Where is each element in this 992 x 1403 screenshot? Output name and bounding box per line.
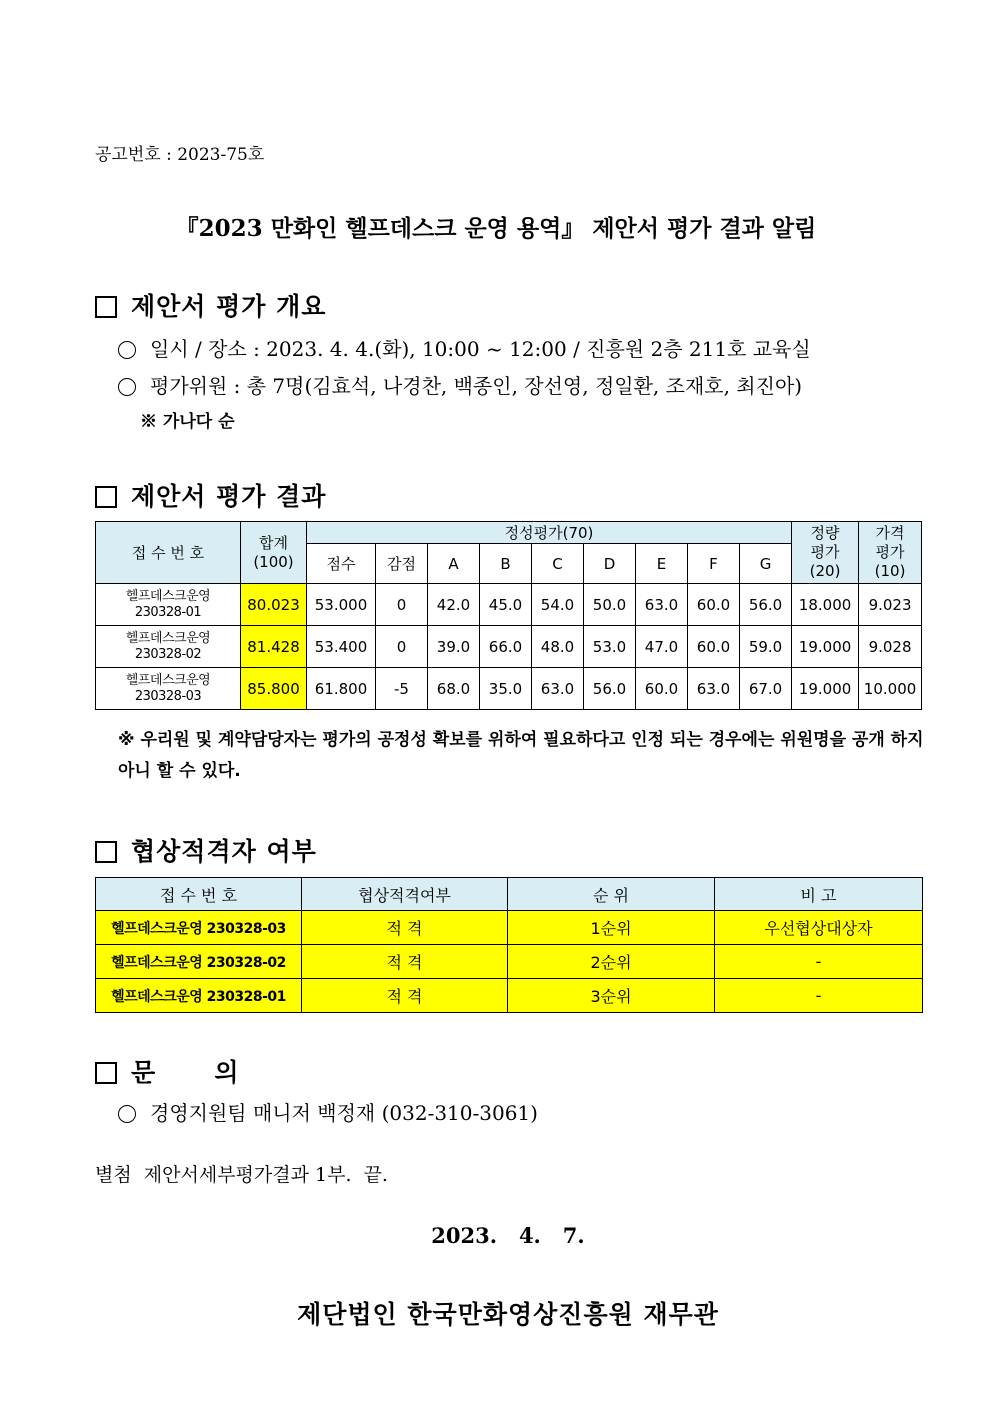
row-remarks: -	[715, 979, 923, 1013]
row-criterion: 45.0	[480, 584, 532, 626]
section-heading-text: 제안서 평가 결과	[131, 482, 327, 511]
row-criterion: 47.0	[636, 626, 688, 668]
row-price: 9.028	[859, 626, 922, 668]
overview-item-schedule	[118, 333, 811, 362]
circle-bullet-icon	[118, 1105, 136, 1123]
overview-item-text: 평가위원 : 총 7명(김효석, 나경찬, 백종인, 장선영, 정일환, 조재호, 최진아)	[150, 374, 803, 398]
table-row	[96, 979, 923, 1013]
row-id: 헬프데스크운영 230328-02	[96, 626, 241, 668]
row-id: 헬프데스크운영 230328-03	[96, 911, 302, 945]
circle-bullet-icon	[118, 341, 136, 359]
inquiry-contact-text: 경영지원팀 매니저 백정재 (032-310-3061)	[150, 1101, 538, 1125]
row-rank: 3순위	[508, 979, 715, 1013]
row-eligibility: 적 격	[302, 979, 508, 1013]
row-criterion: 42.0	[428, 584, 480, 626]
row-eligibility: 적 격	[302, 945, 508, 979]
row-criterion: 66.0	[480, 626, 532, 668]
header-rank: 순 위	[508, 878, 715, 911]
row-deduction: 0	[376, 626, 428, 668]
checkbox-square-icon	[95, 841, 117, 863]
row-deduction: -5	[376, 668, 428, 710]
row-total: 80.023	[241, 584, 307, 626]
row-deduction: 0	[376, 584, 428, 626]
table-row	[96, 626, 922, 668]
row-criterion: 39.0	[428, 626, 480, 668]
table-row	[96, 945, 923, 979]
header-criterion: C	[532, 544, 584, 584]
circle-bullet-icon	[118, 378, 136, 396]
row-id: 헬프데스크운영 230328-03	[96, 668, 241, 710]
section-heading-inquiry	[95, 1053, 240, 1089]
row-price: 10.000	[859, 668, 922, 710]
inquiry-contact	[118, 1097, 538, 1126]
table-row	[96, 911, 923, 945]
row-score: 53.400	[307, 626, 376, 668]
row-id: 헬프데스크운영 230328-02	[96, 945, 302, 979]
row-criterion: 56.0	[584, 668, 636, 710]
row-criterion: 63.0	[532, 668, 584, 710]
checkbox-square-icon	[95, 1062, 117, 1084]
row-criterion: 67.0	[740, 668, 792, 710]
overview-item-evaluators	[118, 370, 802, 399]
row-criterion: 53.0	[584, 626, 636, 668]
row-criterion: 60.0	[688, 626, 740, 668]
row-criterion: 35.0	[480, 668, 532, 710]
header-id: 접 수 번 호	[96, 522, 241, 584]
row-eligibility: 적 격	[302, 911, 508, 945]
row-remarks: 우선협상대상자	[715, 911, 923, 945]
row-criterion: 54.0	[532, 584, 584, 626]
row-criterion: 60.0	[636, 668, 688, 710]
document-title: 『2023 만화인 헬프데스크 운영 용역』 제안서 평가 결과 알림	[175, 215, 817, 242]
header-criterion: B	[480, 544, 532, 584]
attachment-line: 별첨 제안서세부평가결과 1부. 끝.	[95, 1164, 388, 1186]
section-heading-results	[95, 477, 326, 513]
checkbox-square-icon	[95, 486, 117, 508]
checkbox-square-icon	[95, 296, 117, 318]
header-criterion: F	[688, 544, 740, 584]
row-criterion: 48.0	[532, 626, 584, 668]
section-heading-text: 제안서 평가 개요	[131, 292, 327, 321]
row-criterion: 60.0	[688, 584, 740, 626]
evaluation-result-table	[95, 521, 922, 710]
result-note: ※ 우리원 및 계약담당자는 평가의 공정성 확보를 위하여 필요하다고 인정 되는 경우에는 위원명을 공개 하지 아니 할 수 있다.	[118, 730, 924, 781]
issuer-name: 제단법인 한국만화영상진흥원 재무관	[297, 1300, 719, 1329]
header-id: 접 수 번 호	[96, 878, 302, 911]
row-id: 헬프데스크운영 230328-01	[96, 979, 302, 1013]
row-rank: 1순위	[508, 911, 715, 945]
header-criterion: E	[636, 544, 688, 584]
section-heading-overview	[95, 287, 326, 323]
overview-item-text: 일시 / 장소 : 2023. 4. 4.(화), 10:00 ~ 12:00 / 진흥원 2층 211호 교육실	[150, 337, 811, 361]
header-qualitative: 정성평가(70)	[307, 522, 792, 544]
overview-note: ※ 가나다 순	[140, 412, 235, 432]
document-date: 2023. 4. 7.	[431, 1223, 585, 1248]
header-deduction: 감점	[376, 544, 428, 584]
row-remarks: -	[715, 945, 923, 979]
row-criterion: 63.0	[688, 668, 740, 710]
row-quantitative: 19.000	[792, 626, 859, 668]
row-score: 61.800	[307, 668, 376, 710]
header-quantitative: 정량 평가 (20)	[792, 522, 859, 584]
header-score: 점수	[307, 544, 376, 584]
row-quantitative: 19.000	[792, 668, 859, 710]
header-remarks: 비 고	[715, 878, 923, 911]
row-criterion: 63.0	[636, 584, 688, 626]
row-id: 헬프데스크운영 230328-01	[96, 584, 241, 626]
table-row	[96, 584, 922, 626]
section-heading-negotiation	[95, 832, 317, 868]
row-criterion: 56.0	[740, 584, 792, 626]
row-criterion: 68.0	[428, 668, 480, 710]
row-total: 85.800	[241, 668, 307, 710]
notice-number: 공고번호 : 2023-75호	[95, 145, 265, 165]
row-rank: 2순위	[508, 945, 715, 979]
row-criterion: 50.0	[584, 584, 636, 626]
header-eligibility: 협상적격여부	[302, 878, 508, 911]
header-total: 합계 (100)	[241, 522, 307, 584]
negotiation-eligibility-table	[95, 877, 923, 1013]
table-row	[96, 668, 922, 710]
row-price: 9.023	[859, 584, 922, 626]
row-score: 53.000	[307, 584, 376, 626]
header-criterion: A	[428, 544, 480, 584]
section-heading-text: 협상적격자 여부	[131, 837, 317, 866]
row-quantitative: 18.000	[792, 584, 859, 626]
row-total: 81.428	[241, 626, 307, 668]
section-heading-text: 문 의	[131, 1058, 240, 1087]
row-criterion: 59.0	[740, 626, 792, 668]
header-criterion: D	[584, 544, 636, 584]
header-price: 가격 평가 (10)	[859, 522, 922, 584]
header-criterion: G	[740, 544, 792, 584]
